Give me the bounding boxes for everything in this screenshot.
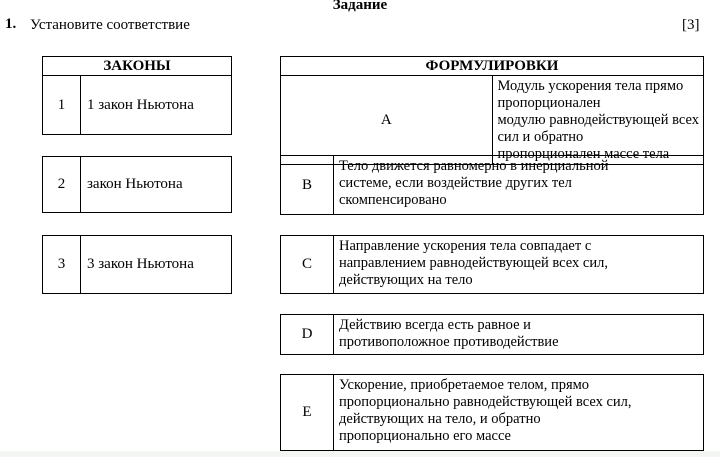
- page-title: Задание: [332, 0, 388, 13]
- laws-header: ЗАКОНЫ: [43, 57, 232, 76]
- formulation-text: [334, 375, 704, 451]
- law-row-1: [42, 75, 232, 135]
- formulation-line: системе, если воздействие других тел: [339, 175, 572, 191]
- law-row-2: [42, 156, 232, 213]
- law-label: закон Ньютона: [81, 157, 232, 213]
- formulation-line: Направление ускорения тела совпадает с: [339, 238, 592, 254]
- formulation-letter: A: [281, 76, 493, 165]
- laws-header-table: [42, 56, 232, 76]
- formulation-text: [334, 156, 704, 215]
- formulation-line: пропорционально равнодействующей всех сил,: [339, 394, 632, 410]
- formulation-line: Действию всегда есть равное и: [339, 317, 531, 333]
- law-number: 1: [43, 76, 81, 135]
- formulation-line: скомпенсировано: [339, 192, 447, 208]
- formulation-text: [334, 236, 704, 294]
- formulation-line: Модуль ускорения тела прямо пропорционален: [497, 78, 684, 111]
- formulation-line: Ускорение, приобретаемое телом, прямо: [339, 377, 590, 393]
- law-number: 2: [43, 157, 81, 213]
- formulations-header: ФОРМУЛИРОВКИ: [281, 57, 704, 76]
- formulation-row-c: [280, 235, 704, 294]
- law-row-3: [42, 235, 232, 294]
- formulation-text: [334, 315, 704, 355]
- formulation-row-d: [280, 314, 704, 355]
- formulation-letter: B: [281, 156, 334, 215]
- formulation-line: пропорционален массе тела: [497, 146, 670, 162]
- page-edge: [0, 451, 720, 457]
- formulation-line: Тело движется равномерно в инерциальной: [339, 158, 609, 174]
- formulation-letter: C: [281, 236, 334, 294]
- formulation-text: [492, 76, 704, 165]
- formulation-line: направлением равнодействующей всех сил,: [339, 255, 608, 271]
- formulation-line: модулю равнодействующей всех сил и обратно: [497, 112, 699, 145]
- law-label: 3 закон Ньютона: [81, 236, 232, 294]
- formulation-letter: E: [281, 375, 334, 451]
- formulation-line: противоположное противодействие: [339, 334, 559, 350]
- formulation-letter: D: [281, 315, 334, 355]
- formulation-line: действующих на тело, и обратно: [339, 411, 541, 427]
- formulation-line: пропорционально его массе: [339, 428, 511, 444]
- law-number: 3: [43, 236, 81, 294]
- formulation-line: действующих на тело: [339, 272, 473, 288]
- law-label: 1 закон Ньютона: [81, 76, 232, 135]
- task-score: [3]: [682, 17, 700, 33]
- task-instruction: Установите соответствие: [30, 17, 190, 33]
- formulation-row-e: [280, 374, 704, 451]
- task-number: 1.: [5, 16, 17, 32]
- formulation-row-b: [280, 155, 704, 215]
- formulation-row-a: [280, 56, 704, 165]
